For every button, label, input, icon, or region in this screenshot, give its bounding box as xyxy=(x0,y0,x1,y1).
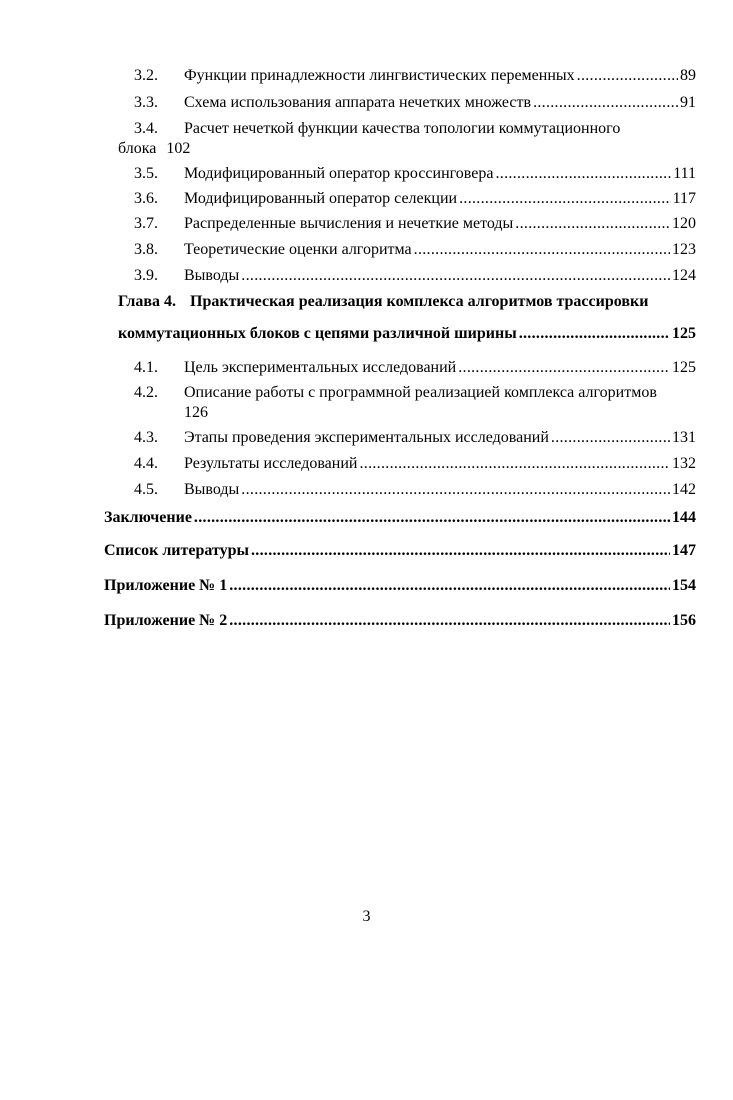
toc-number: 3.2. xyxy=(134,67,158,84)
toc-title: Распределенные вычисления и нечеткие методы xyxy=(184,215,514,232)
toc-leader-dots xyxy=(577,66,678,86)
toc-title: Результаты исследований xyxy=(184,455,358,472)
toc-page-number: 120 xyxy=(672,215,696,232)
toc-title: Список литературы xyxy=(104,542,249,559)
toc-entry-3-4 xyxy=(134,119,696,161)
toc-number: 4.5. xyxy=(134,481,158,498)
toc-number: 4.1. xyxy=(134,359,158,376)
toc-number: 3.7. xyxy=(134,215,158,232)
toc-page-number: 154 xyxy=(672,577,696,594)
toc-leader-dots xyxy=(515,214,670,234)
toc-leader-dots xyxy=(359,454,670,474)
toc-leader-dots xyxy=(551,428,670,448)
toc-leader-dots xyxy=(533,93,678,113)
toc-page-number: 132 xyxy=(672,455,696,472)
toc-page-number: 125 xyxy=(672,359,696,376)
toc-title: Модифицированный оператор кроссинговера xyxy=(184,165,494,182)
toc-number: 4.4. xyxy=(134,455,158,472)
page-footer-number: 3 xyxy=(362,908,371,925)
toc-leader-dots xyxy=(194,508,670,528)
toc-page-number: 91 xyxy=(680,94,696,111)
toc-page-number: 156 xyxy=(672,612,696,629)
toc-title-line1: Расчет нечеткой функции качества топологии коммутационного xyxy=(184,120,621,137)
toc-title: Приложение № 1 xyxy=(104,577,228,594)
toc-leader-dots xyxy=(241,266,670,286)
toc-page-number: 131 xyxy=(672,429,696,446)
toc-number: 3.6. xyxy=(134,190,158,207)
toc-title: Функции принадлежности лингвистических переменных xyxy=(184,67,575,84)
toc-number: 3.3. xyxy=(134,94,158,111)
toc-title: Схема использования аппарата нечетких множеств xyxy=(184,94,532,111)
toc-leader-dots xyxy=(229,576,670,596)
toc-chapter-4-line1 xyxy=(118,292,696,312)
chapter-label: Глава 4. xyxy=(118,293,176,310)
toc-page-number: 111 xyxy=(673,165,696,182)
toc-entry-4-2 xyxy=(134,383,696,425)
toc-leader-dots xyxy=(251,541,670,561)
toc-title: Модифицированный оператор селекции xyxy=(184,190,458,207)
toc-page-number: 117 xyxy=(672,190,696,207)
toc-leader-dots xyxy=(414,240,670,260)
toc-leader-dots xyxy=(241,480,670,500)
toc-title-line2: блока xyxy=(118,140,157,157)
toc-entry-3-4-line2 xyxy=(118,139,190,159)
toc-title: Теоретические оценки алгоритма xyxy=(184,241,412,258)
toc-page-number: 144 xyxy=(672,509,696,526)
toc-leader-dots xyxy=(495,164,671,184)
toc-leader-dots xyxy=(229,611,670,631)
toc-page-number: 142 xyxy=(672,481,696,498)
toc-page-number: 126 xyxy=(184,404,208,421)
toc-leader-dots xyxy=(459,189,671,209)
toc-page-number: 147 xyxy=(672,542,696,559)
toc-number: 3.4. xyxy=(134,120,158,137)
chapter-title-line2: коммутационных блоков с цепями различной ширины xyxy=(118,325,517,342)
toc-page-number: 102 xyxy=(166,140,191,157)
toc-title: Выводы xyxy=(184,481,240,498)
toc-title: Приложение № 2 xyxy=(104,612,228,629)
toc-title: Заключение xyxy=(104,509,192,526)
toc-number: 4.2. xyxy=(134,384,158,401)
toc-leader-dots xyxy=(458,358,670,378)
toc-title: Цель экспериментальных исследований xyxy=(184,359,457,376)
toc-title: Этапы проведения экспериментальных исследований xyxy=(184,429,549,446)
toc-number: 4.3. xyxy=(134,429,158,446)
chapter-title-line1: Практическая реализация комплекса алгоритмов трассировки xyxy=(190,293,649,310)
toc-number: 3.8. xyxy=(134,241,158,258)
toc-page-number: 125 xyxy=(672,325,696,342)
toc-page-number: 123 xyxy=(672,241,696,258)
toc-number: 3.5. xyxy=(134,165,158,182)
toc-leader-dots xyxy=(519,324,670,344)
toc-number: 3.9. xyxy=(134,267,158,284)
toc-page-number: 124 xyxy=(672,267,696,284)
toc-title: Выводы xyxy=(184,267,240,284)
toc-page-number: 89 xyxy=(680,67,696,84)
toc-title-line1: Описание работы с программной реализацией комплекса алгоритмов xyxy=(184,384,657,401)
